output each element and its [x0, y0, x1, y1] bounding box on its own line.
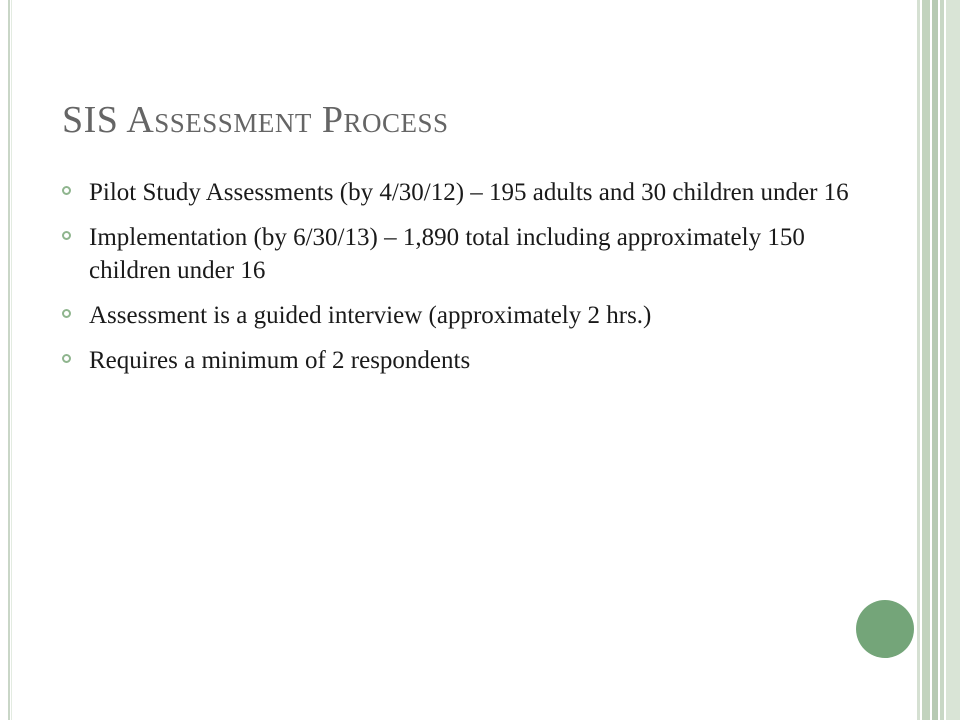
- bullet-circle-icon: [62, 186, 71, 195]
- right-stripe: [946, 0, 960, 720]
- bullet-text: Assessment is a guided interview (approximately 2 hrs.): [89, 302, 652, 329]
- left-frame-line: [8, 0, 10, 720]
- right-stripe: [922, 0, 930, 720]
- slide-title: SIS Assessment Process: [62, 99, 449, 141]
- right-stripe: [940, 0, 944, 720]
- bullet-item: [62, 221, 852, 287]
- bullet-text: Implementation (by 6/30/13) – 1,890 total including approximately 150 children under 16: [89, 224, 805, 284]
- bullet-text: Pilot Study Assessments (by 4/30/12) – 195 adults and 30 children under 16: [89, 179, 849, 206]
- bullet-item: [62, 299, 852, 332]
- bullet-item: [62, 344, 852, 377]
- right-stripe: [932, 0, 938, 720]
- left-frame-inner-line: [11, 0, 12, 720]
- decorative-circle: [856, 600, 914, 658]
- bullet-circle-icon: [62, 309, 71, 318]
- bullet-circle-icon: [62, 231, 71, 240]
- bullet-list: [62, 176, 852, 389]
- right-stripe: [917, 0, 920, 720]
- bullet-item: [62, 176, 852, 209]
- bullet-text: Requires a minimum of 2 respondents: [89, 347, 471, 374]
- bullet-circle-icon: [62, 354, 71, 363]
